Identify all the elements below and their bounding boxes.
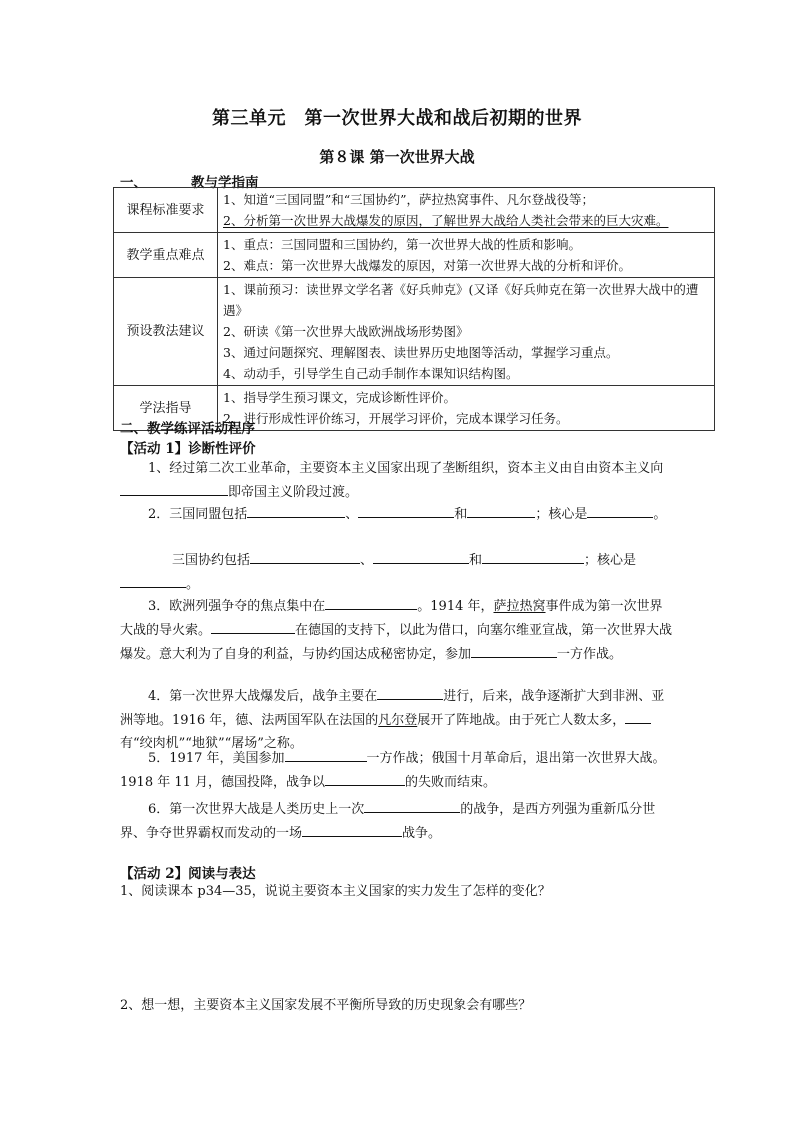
teaching-guide-table <box>113 187 715 431</box>
table-row <box>114 278 715 386</box>
question-4: 4．第一次世界大战爆发后，战争主要在 进行，后来，战争逐渐扩大到非洲、亚洲等地。1916 年，德、法两国军队在法国的凡尔登展开了阵地战。由于死亡人数太多，有“绞肉机”“地狱”“屠场”之称。 <box>120 684 675 755</box>
answer-blank[interactable] <box>364 797 460 813</box>
answer-blank[interactable] <box>285 746 367 762</box>
answer-blank[interactable] <box>247 502 345 518</box>
row-content <box>218 386 715 431</box>
question-2b: 三国协约包括 、 和 ；核心是。 <box>120 548 675 596</box>
answer-blank[interactable] <box>120 572 186 588</box>
question-6: 6．第一次世界大战是人类历史上一次 的战争，是西方列强为重新瓜分世界、争夺世界霸权而发动的一场 战争。 <box>120 797 675 845</box>
activity-1-heading: 【活动 1】诊断性评价 <box>120 441 256 457</box>
answer-blank[interactable] <box>302 821 402 837</box>
answer-blank[interactable] <box>120 480 228 496</box>
answer-blank[interactable] <box>358 502 454 518</box>
section-1-title: 教与学指南 <box>191 175 259 191</box>
row-line: 2、进行形成性评价练习，开展学习评价，完成本课学习任务。 <box>223 411 569 426</box>
activity-2-question-1: 1、阅读课本 p34—35，说说主要资本主义国家的实力发生了怎样的变化？ <box>120 884 551 899</box>
row-content <box>218 278 715 386</box>
section-2-heading: 二、教学练评活动程序 <box>120 421 255 437</box>
activity-2-heading: 【活动 2】阅读与表达 <box>120 866 256 882</box>
row-line: 2、难点：第一次世界大战爆发的原因，对第一次世界大战的分析和评价。 <box>223 258 631 273</box>
question-1: 1、经过第二次工业革命，主要资本主义国家出现了垄断组织，资本主义由自由资本主义向即帝国主义阶段过渡。 <box>120 457 675 504</box>
lesson-title: 第８课 第一次世界大战 <box>319 148 475 166</box>
answer-blank[interactable] <box>482 548 584 564</box>
row-line: 1、知道“三国同盟”和“三国协约”，萨拉热窝事件、凡尔登战役等； <box>223 192 595 207</box>
activity-2-question-2: 2、想一想，主要资本主义国家发展不平衡所导致的历史现象会有哪些？ <box>120 998 532 1013</box>
answer-blank[interactable] <box>471 642 557 658</box>
row-line: 1、课前预习：读世界文学名著《好兵帅克》(又译《好兵帅克在第一次世界大战中的遭遇》 <box>223 282 699 318</box>
table-row <box>114 233 715 278</box>
answer-blank[interactable] <box>325 594 417 610</box>
answer-blank[interactable] <box>250 548 360 564</box>
answer-blank[interactable] <box>625 708 651 724</box>
row-line: 2、研读《第一次世界大战欧洲战场形势图》 <box>223 324 469 339</box>
section-1-number: 一、 <box>120 175 147 191</box>
row-line: 2、分析第一次世界大战爆发的原因，了解世界大战给人类社会带来的巨大灾难。 <box>223 213 669 228</box>
row-line: 3、通过问题探究、理解图表、读世界历史地图等活动，掌握学习重点。 <box>223 345 619 360</box>
row-label: 课程标准要求 <box>114 188 218 233</box>
question-2: 2．三国同盟包括 、 和 ；核心是 。 <box>120 502 675 526</box>
answer-blank[interactable] <box>587 502 653 518</box>
row-content <box>218 233 715 278</box>
answer-blank[interactable] <box>373 548 469 564</box>
unit-title: 第三单元 第一次世界大战和战后初期的世界 <box>212 108 582 129</box>
answer-blank[interactable] <box>467 502 535 518</box>
answer-blank[interactable] <box>211 618 295 634</box>
table-row <box>114 188 715 233</box>
row-content <box>218 188 715 233</box>
row-label: 预设教法建议 <box>114 278 218 386</box>
row-line: 1、重点：三国同盟和三国协约，第一次世界大战的性质和影响。 <box>223 237 581 252</box>
answer-blank[interactable] <box>377 684 443 700</box>
row-line: 1、指导学生预习课文，完成诊断性评价。 <box>223 390 456 405</box>
question-3: 3．欧洲列强争夺的焦点集中在 。1914 年，萨拉热窝事件成为第一次世界大战的导火索。 在德国的支持下，以此为借口，向塞尔维亚宣战，第一次世界大战爆发。意大利为了自身的利益，与协约国达成秘密协定，参加 一方作战。 <box>120 594 675 666</box>
row-label: 教学重点难点 <box>114 233 218 278</box>
answer-blank[interactable] <box>325 770 405 786</box>
question-5: 5．1917 年，美国参加 一方作战；俄国十月革命后，退出第一次世界大战。1918 年 11 月，德国投降，战争以 的失败而结束。 <box>120 746 675 794</box>
row-line: 4、动动手，引导学生自己动手制作本课知识结构图。 <box>223 366 519 381</box>
row-label: 学法指导 <box>114 386 218 431</box>
